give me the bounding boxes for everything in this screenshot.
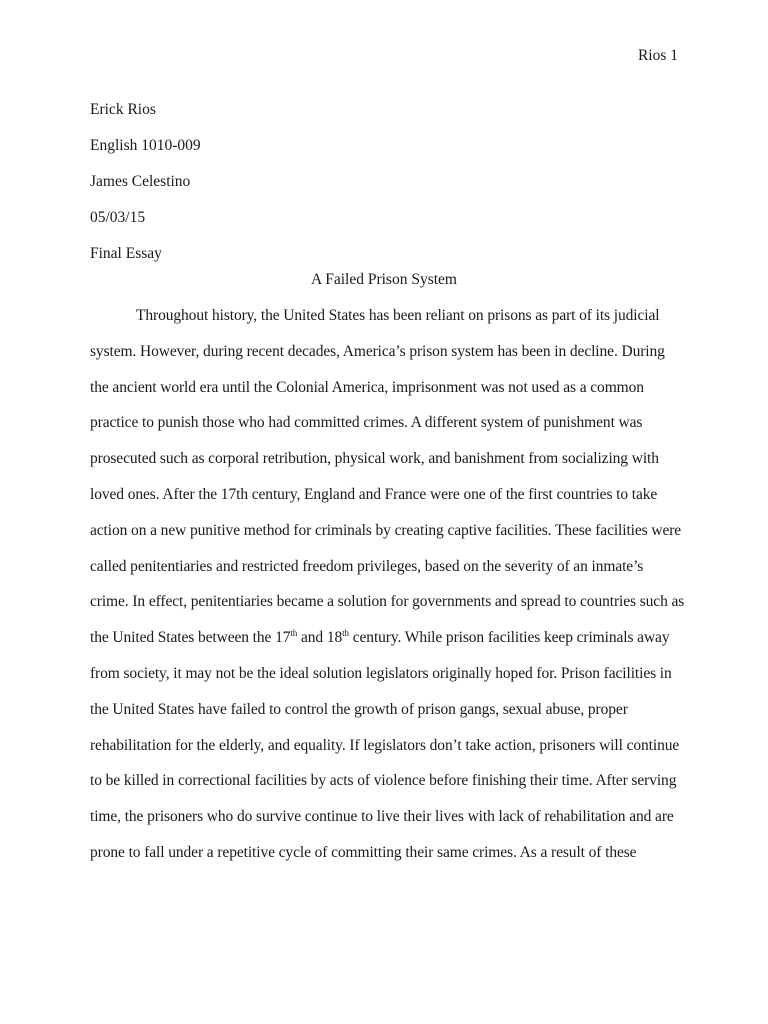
paragraph-line: called penitentiaries and restricted freedom privileges, based on the severity of an inmate’s bbox=[90, 557, 644, 575]
instructor-name: James Celestino bbox=[90, 173, 191, 190]
paragraph-line: the ancient world era until the Colonial America, imprisonment was not used as a common bbox=[90, 378, 644, 396]
paragraph-line: practice to punish those who had committed crimes. A different system of punishment was bbox=[90, 414, 643, 432]
paragraph-line: prosecuted such as corporal retribution, physical work, and banishment from socializing with bbox=[90, 450, 659, 468]
assignment-name: Final Essay bbox=[90, 245, 162, 262]
essay-body bbox=[90, 298, 685, 871]
essay-title: A Failed Prison System bbox=[311, 271, 457, 288]
paragraph-line: system. However, during recent decades, America’s prison system has been in decline. During bbox=[90, 342, 665, 360]
paragraph-line bbox=[90, 620, 680, 656]
paragraph-line: loved ones. After the 17th century, England and France were one of the first countries to take bbox=[90, 485, 658, 503]
ordinal-superscript: th bbox=[290, 628, 298, 639]
line-text: and 18 bbox=[297, 629, 343, 647]
paragraph-line: prone to fall under a repetitive cycle of committing their same crimes. As a result of these bbox=[90, 843, 637, 861]
paragraph-line: rehabilitation for the elderly, and equality. If legislators don’t take action, prisoners will continue bbox=[90, 736, 680, 754]
running-head: Rios 1 bbox=[637, 47, 678, 64]
line-text: the United States between the 17 bbox=[90, 629, 291, 647]
essay-date: 05/03/15 bbox=[90, 209, 146, 226]
paragraph-line: to be killed in correctional facilities by acts of violence before finishing their time. After serving bbox=[90, 772, 677, 790]
line-text: century. While prison facilities keep criminals away bbox=[348, 629, 670, 647]
paragraph-line: crime. In effect, penitentiaries became a solution for governments and spread to countries such as bbox=[90, 593, 685, 611]
paragraph-line: action on a new punitive method for criminals by creating captive facilities. These facilities were bbox=[90, 521, 682, 539]
ordinal-superscript: th bbox=[342, 628, 349, 639]
mla-heading bbox=[90, 92, 680, 272]
paragraph-line: Throughout history, the United States has been reliant on prisons as part of its judicial bbox=[136, 307, 660, 324]
author-name: Erick Rios bbox=[90, 101, 156, 118]
paragraph-line: the United States have failed to control the growth of prison gangs, sexual abuse, proper bbox=[90, 700, 628, 718]
paragraph-line: from society, it may not be the ideal solution legislators originally hoped for. Prison facilities in bbox=[90, 664, 672, 682]
course-name: English 1010-009 bbox=[90, 137, 201, 154]
paragraph-line: time, the prisoners who do survive continue to live their lives with lack of rehabilitation and are bbox=[90, 808, 674, 826]
